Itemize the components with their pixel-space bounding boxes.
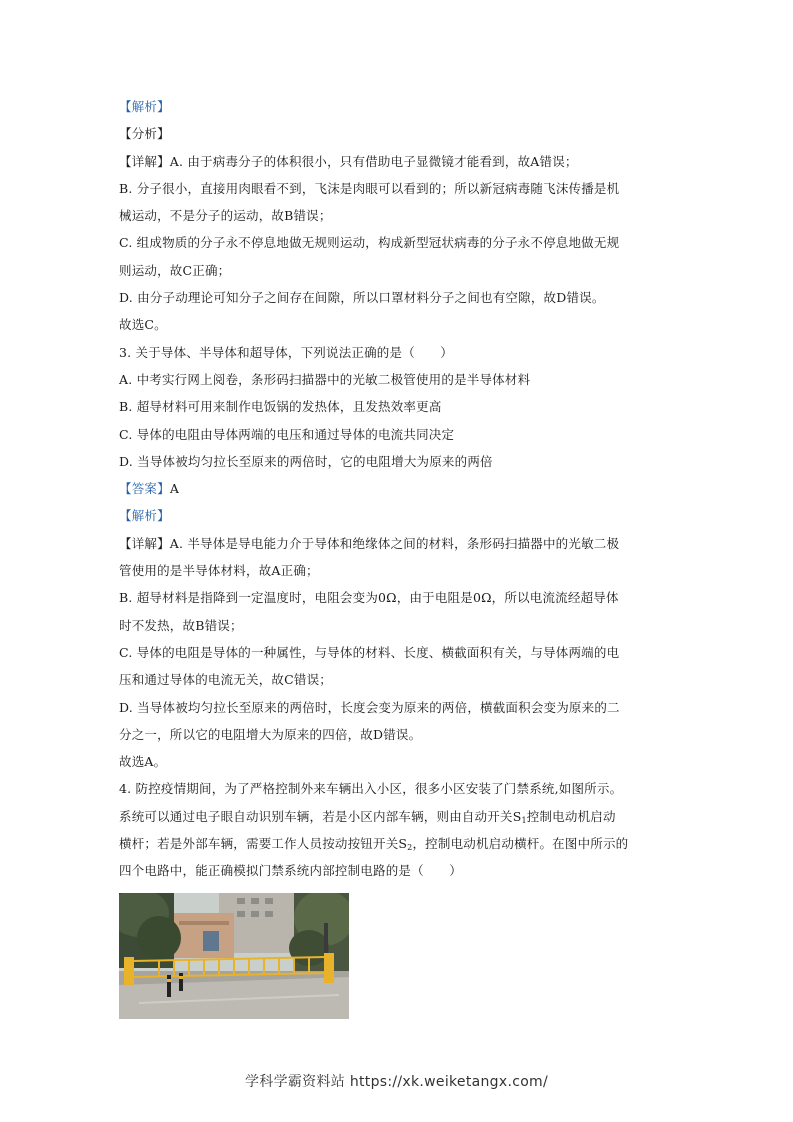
question-3-stem: 3. 关于导体、半导体和超导体，下列说法正确的是（ ）	[119, 344, 454, 360]
line-detail-d: D. 由分子动理论可知分子之间存在间隙，所以口罩材料分子之间也有空隙，故D错误。	[119, 290, 605, 306]
q3-detail-a1: 【详解】A. 半导体是导电能力介于导体和绝缘体之间的材料，条形码扫描器中的光敏二极	[119, 535, 620, 551]
line-choose-c: 故选C。	[119, 317, 167, 333]
q3-detail-b2: 时不发热，故B错误；	[119, 617, 243, 633]
heading-analysis-2	[119, 502, 679, 529]
question-4-stem-1: 4. 防控疫情期间，为了严格控制外来车辆出入小区，很多小区安装了门禁系统,如图所示。	[119, 781, 623, 797]
line-choose-a: 故选A。	[119, 754, 167, 770]
q3-detail-c1: C. 导体的电阻是导体的一种属性，与导体的材料、长度、横截面积有关，与导体两端的电	[119, 644, 620, 660]
gate-barrier-photo	[119, 893, 349, 1019]
question-4-stem-2	[119, 803, 679, 830]
question-3-option-c: C. 导体的电阻由导体两端的电压和通过导体的电流共同决定	[119, 426, 455, 442]
line-text: 横杆；若是外部车辆，需要工作人员按动按钮开关S	[119, 836, 408, 852]
line-detail-a: 【详解】A. 由于病毒分子的体积很小，只有借助电子显微镜才能看到，故A错误；	[119, 153, 578, 169]
q3-detail-c2: 压和通过导体的电流无关，故C错误；	[119, 672, 332, 688]
line-detail-b2: 械运动，不是分子的运动，故B错误；	[119, 208, 332, 224]
question-3-option-a: A. 中考实行网上阅卷，条形码扫描器中的光敏二极管使用的是半导体材料	[119, 371, 531, 387]
answer-line	[119, 475, 679, 502]
line-text: ，控制电动机启动横杆。在图中所示的	[412, 836, 629, 852]
line-detail-c1: C. 组成物质的分子永不停息地做无规则运动，构成新型冠状病毒的分子永不停息地做无规	[119, 235, 620, 251]
line-fenxi: 【分析】	[119, 126, 170, 142]
q3-detail-a2: 管使用的是半导体材料，故A正确；	[119, 563, 319, 579]
line-text: 控制电动机启动	[526, 808, 616, 824]
line-text: 系统可以通过电子眼自动识别车辆，若是小区内部车辆，则由自动开关S	[119, 808, 522, 824]
site-footer: 学科学霸资料站 https://xk.weiketangx.com/	[244, 1074, 549, 1090]
line-detail-b1: B. 分子很小，直接用肉眼看不到，飞沫是肉眼可以看到的；所以新冠病毒随飞沫传播是机	[119, 180, 620, 196]
document-body	[119, 93, 679, 1019]
answer-tag: 【答案】	[119, 481, 170, 497]
answer-value: A	[169, 481, 180, 497]
q3-detail-b1: B. 超导材料是指降到一定温度时，电阻会变为0Ω，由于电阻是0Ω，所以电流流经超导体	[119, 590, 619, 606]
question-3-option-b: B. 超导材料可用来制作电饭锅的发热体，且发热效率更高	[119, 399, 442, 415]
subscript: 1	[521, 815, 527, 825]
analysis-tag: 【解析】	[119, 508, 170, 524]
question-4-stem-3	[119, 830, 679, 857]
question-3-option-d: D. 当导体被均匀拉长至原来的两倍时，它的电阻增大为原来的两倍	[119, 453, 493, 469]
question-4-stem-4: 四个电路中，能正确模拟门禁系统内部控制电路的是（ ）	[119, 863, 462, 879]
heading-analysis-1	[119, 93, 679, 120]
q3-detail-d1: D. 当导体被均匀拉长至原来的两倍时，长度会变为原来的两倍，横截面积会变为原来的二	[119, 699, 620, 715]
q3-detail-d2: 分之一，所以它的电阻增大为原来的四倍，故D错误。	[119, 726, 422, 742]
analysis-tag: 【解析】	[119, 99, 170, 114]
subscript: 2	[407, 843, 413, 853]
line-detail-c2: 则运动，故C正确；	[119, 262, 231, 278]
